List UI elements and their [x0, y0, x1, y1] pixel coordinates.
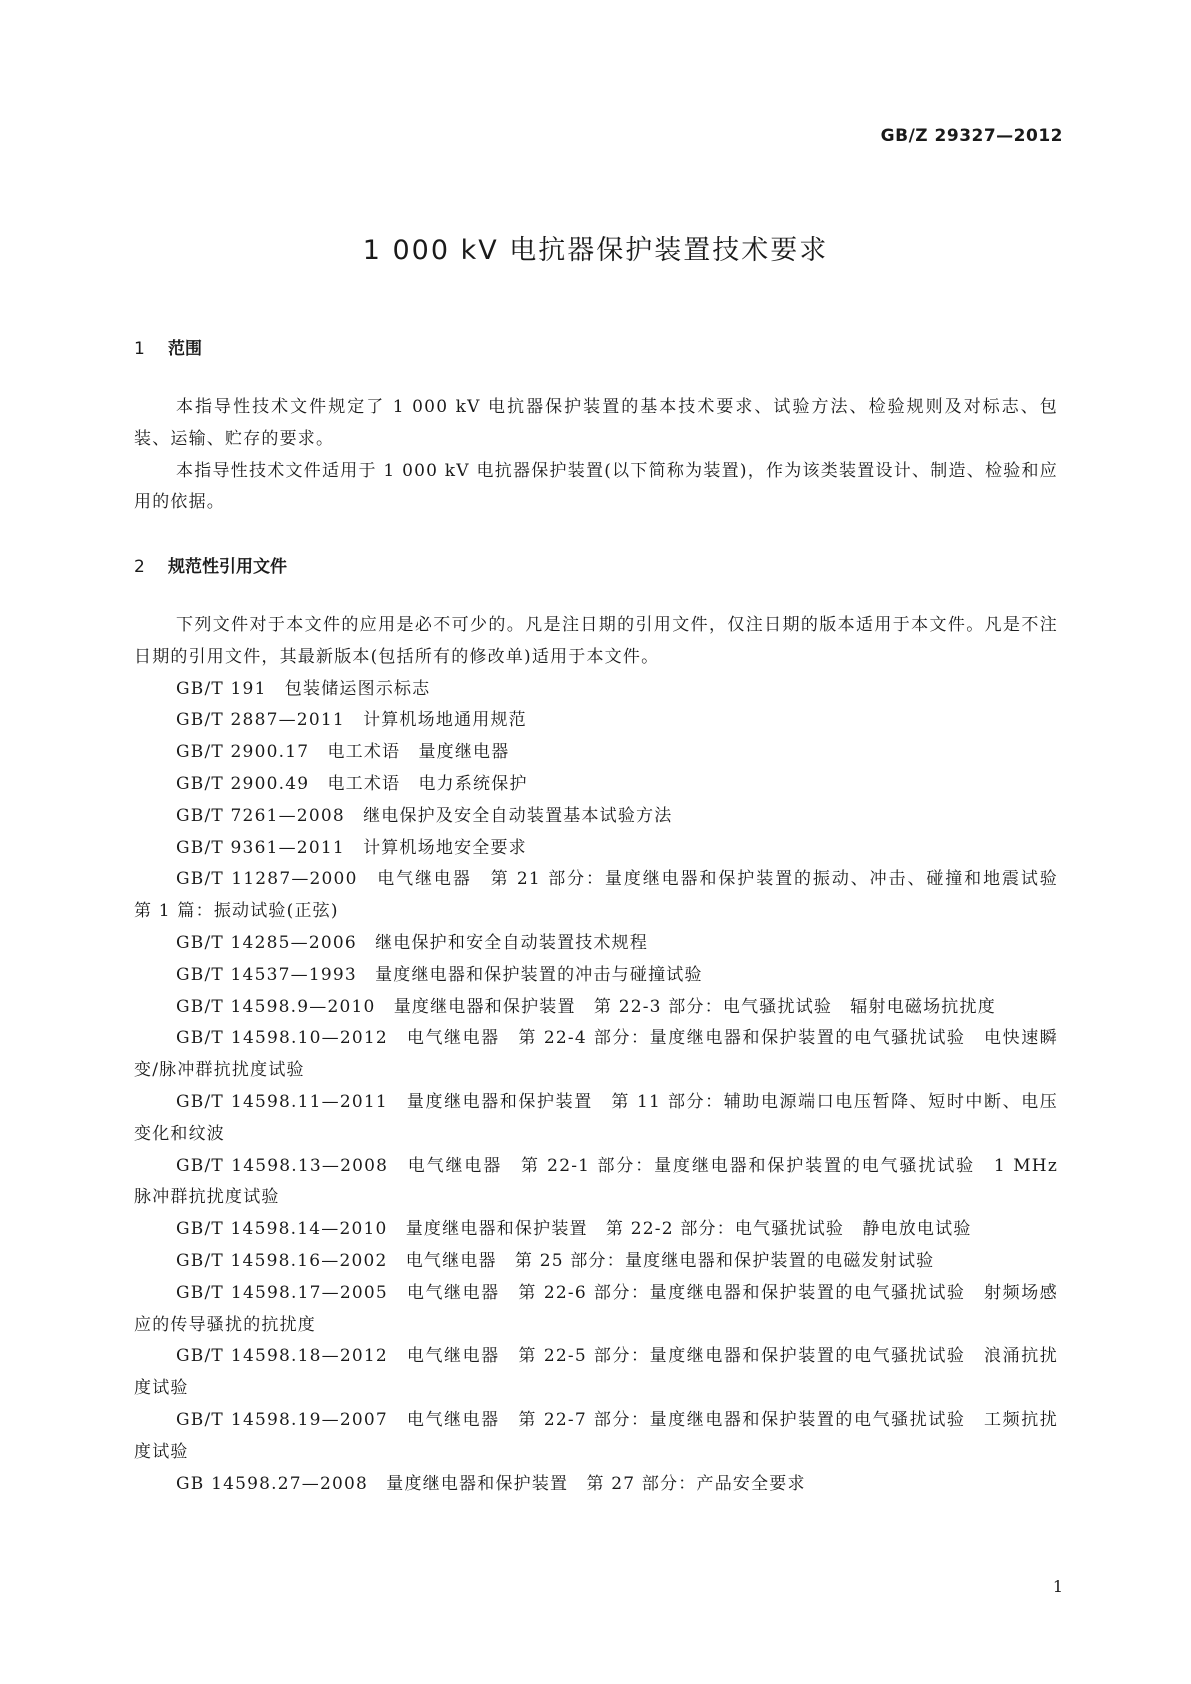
- page-number: 1: [1052, 1577, 1063, 1596]
- scope-section-title: 范围: [168, 339, 202, 359]
- reference-item: GB/T 9361—2011 计算机场地安全要求: [176, 837, 527, 858]
- reference-item: GB/T 2887—2011 计算机场地通用规范: [176, 710, 527, 731]
- reference-item: GB/T 14598.18—2012 电气继电器 第 22-5 部分：量度继电器和保护装置的电气骚扰试验 浪涌抗扰度试验: [134, 1346, 1058, 1399]
- references-section-body: [134, 610, 1077, 1500]
- reference-item: GB/T 14598.11—2011 量度继电器和保护装置 第 11 部分：辅助电源端口电压暂降、短时中断、电压变化和纹波: [134, 1091, 1058, 1144]
- reference-item: GB/T 11287—2000 电气继电器 第 21 部分：量度继电器和保护装置的振动、冲击、碰撞和地震试验 第 1 篇：振动试验(正弦): [134, 869, 1077, 922]
- reference-item: GB/T 7261—2008 继电保护及安全自动装置基本试验方法: [176, 805, 673, 826]
- reference-item: GB 14598.27—2008 量度继电器和保护装置 第 27 部分：产品安全要求: [176, 1473, 806, 1494]
- references-section-heading: [134, 552, 287, 577]
- reference-item: GB/T 14598.14—2010 量度继电器和保护装置 第 22-2 部分：电气骚扰试验 静电放电试验: [176, 1219, 972, 1240]
- references-section-number: 2: [134, 557, 145, 577]
- reference-item: GB/T 14598.16—2002 电气继电器 第 25 部分：量度继电器和保护装置的电磁发射试验: [176, 1250, 935, 1271]
- scope-section-body: [134, 392, 1058, 519]
- document-title: 1 000 kV 电抗器保护装置技术要求: [362, 235, 829, 266]
- scope-section-number: 1: [134, 339, 145, 359]
- scope-paragraph: 本指导性技术文件规定了 1 000 kV 电抗器保护装置的基本技术要求、试验方法、检验规则及对标志、包装、运输、贮存的要求。: [134, 397, 1058, 449]
- references-section-title: 规范性引用文件: [168, 557, 287, 577]
- references-intro: 下列文件对于本文件的应用是必不可少的。凡是注日期的引用文件，仅注日期的版本适用于本文件。凡是不注日期的引用文件，其最新版本(包括所有的修改单)适用于本文件。: [134, 615, 1058, 667]
- reference-item: GB/T 14598.19—2007 电气继电器 第 22-7 部分：量度继电器和保护装置的电气骚扰试验 工频抗扰度试验: [134, 1409, 1058, 1462]
- reference-item: GB/T 14537—1993 量度继电器和保护装置的冲击与碰撞试验: [176, 964, 703, 985]
- reference-item: GB/T 14598.9—2010 量度继电器和保护装置 第 22-3 部分：电气骚扰试验 辐射电磁场抗扰度: [176, 996, 996, 1017]
- reference-item: GB/T 191 包装储运图示标志: [176, 678, 431, 699]
- reference-item: GB/T 14598.17—2005 电气继电器 第 22-6 部分：量度继电器和保护装置的电气骚扰试验 射频场感应的传导骚扰的抗扰度: [134, 1282, 1058, 1335]
- reference-item: GB/T 14598.10—2012 电气继电器 第 22-4 部分：量度继电器和保护装置的电气骚扰试验 电快速瞬变/脉冲群抗扰度试验: [134, 1028, 1058, 1081]
- reference-item: GB/T 2900.17 电工术语 量度继电器: [176, 742, 510, 763]
- scope-section-heading: [134, 334, 202, 359]
- standard-code: GB/Z 29327—2012: [880, 126, 1063, 146]
- scope-paragraph: 本指导性技术文件适用于 1 000 kV 电抗器保护装置(以下简称为装置)，作为该类装置设计、制造、检验和应用的依据。: [134, 460, 1058, 513]
- reference-item: GB/T 14285—2006 继电保护和安全自动装置技术规程: [176, 932, 649, 953]
- reference-item: GB/T 2900.49 电工术语 电力系统保护: [176, 773, 528, 794]
- reference-item: GB/T 14598.13—2008 电气继电器 第 22-1 部分：量度继电器和保护装置的电气骚扰试验 1 MHz 脉冲群抗扰度试验: [134, 1155, 1058, 1208]
